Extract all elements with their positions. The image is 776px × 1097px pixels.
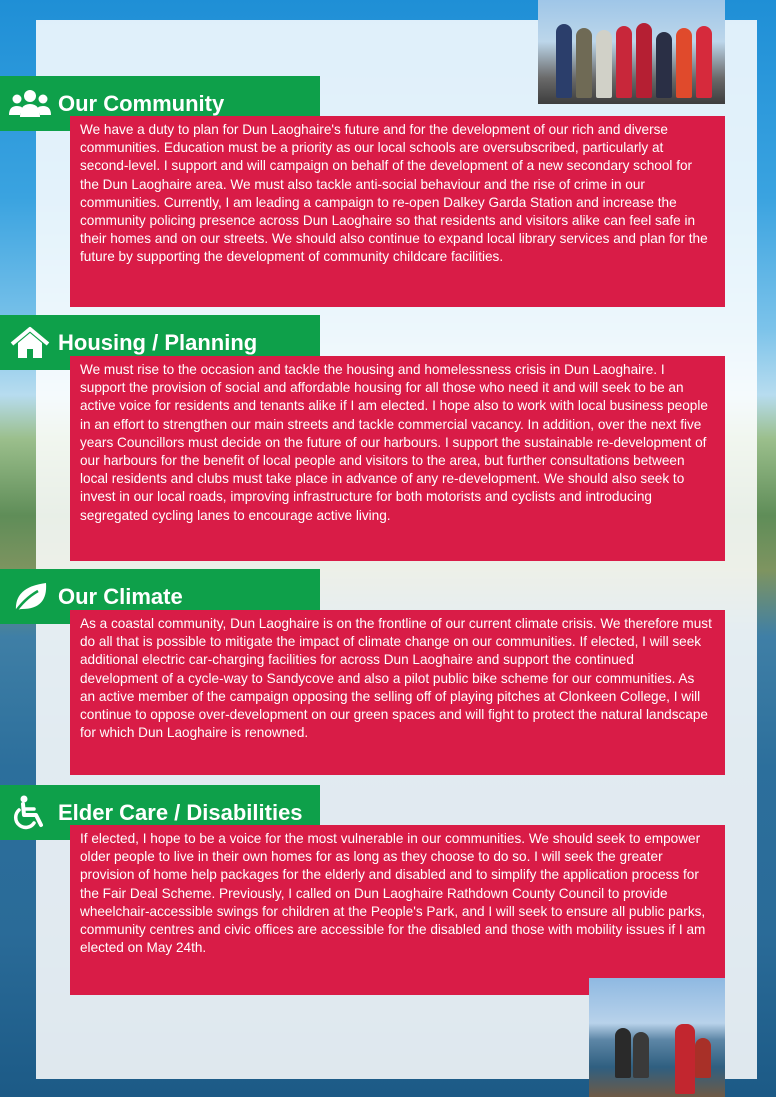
section-text: As a coastal community, Dun Laoghaire is on the frontline of our current climate crisis. We therefore must do all that is possible to mitigate the impact of climate change on our communities. If elected, I will seek additional electric car-charging facilities for across Dun Laoghaire and support the continued development of a cycle-way to Sandycove and also a pilot public bike scheme for our communities. As an active member of the campaign opposing the selling off of playing pitches at Clonkeen College, I will continue to oppose over-development on our green spaces and will fight to protect the natural landscape for which Dun Laoghaire is renowned. xyxy=(80,616,712,741)
section-title: Elder Care / Disabilities xyxy=(58,799,303,825)
house-icon xyxy=(8,323,52,363)
section-text: We must rise to the occasion and tackle the housing and homelessness crisis in Dun Laoghaire. I support the provision of social and affordable housing for all those who need it and will seek to be an active voice for residents and tenants alike if I am elected. I hope also to work with local business people in an effort to strengthen our main streets and tackle commercial vacancy. In addition, over the next five years Councillors must decide on the future of our harbours. I support the sustainable re-development of our harbours for the benefit of local people and visitors to the area, but further consultations between local residents and clubs must take place in advance of any re-development. We should also seek to invest in our local roads, improving infrastructure for both motorists and cyclists and introducing segregated cycling lanes to encourage active living. xyxy=(80,362,708,523)
section-title: Our Climate xyxy=(58,583,183,609)
section-text-box xyxy=(70,116,725,307)
users-icon xyxy=(8,84,52,124)
section-text-box xyxy=(70,356,725,561)
section-text: If elected, I hope to be a voice for the most vulnerable in our communities. We should seek to empower older people to live in their own homes for as long as they choose to do so. I will seek the greater provision of home help packages for the elderly and disabled and to simplify the application process for the Fair Deal Scheme. Previously, I called on Dun Laoghaire Rathdown County Council to provide wheelchair-accessible swings for children at the People's Park, and I will seek to ensure all public parks, community centres and civic offices are accessible for the disabled and those with mobility issues if I am elected on May 24th. xyxy=(80,831,706,956)
harbour-photo xyxy=(589,978,725,1097)
wheelchair-icon xyxy=(8,793,52,833)
leaf-icon xyxy=(8,577,52,617)
section-text-box xyxy=(70,825,725,995)
campaign-team-photo xyxy=(538,0,725,104)
section-title: Housing / Planning xyxy=(58,329,258,355)
section-title: Our Community xyxy=(58,90,225,116)
section-text-box xyxy=(70,610,725,775)
section-text: We have a duty to plan for Dun Laoghaire's future and for the development of our rich and diverse communities. Education must be a priority as our local schools are oversubscribed, particularly at second-level. I support and will campaign on behalf of the development of a new secondary school for the Dun Laoghaire area. We must also tackle anti-social behaviour and the rise of crime in our communities. Currently, I am leading a campaign to re-open Dalkey Garda Station and increase the community policing presence across Dun Laoghaire so that residents and visitors alike can feel safe in their homes and on our streets. We should also continue to expand local library services and plan for the future by supporting the development of community childcare facilities. xyxy=(80,122,708,265)
